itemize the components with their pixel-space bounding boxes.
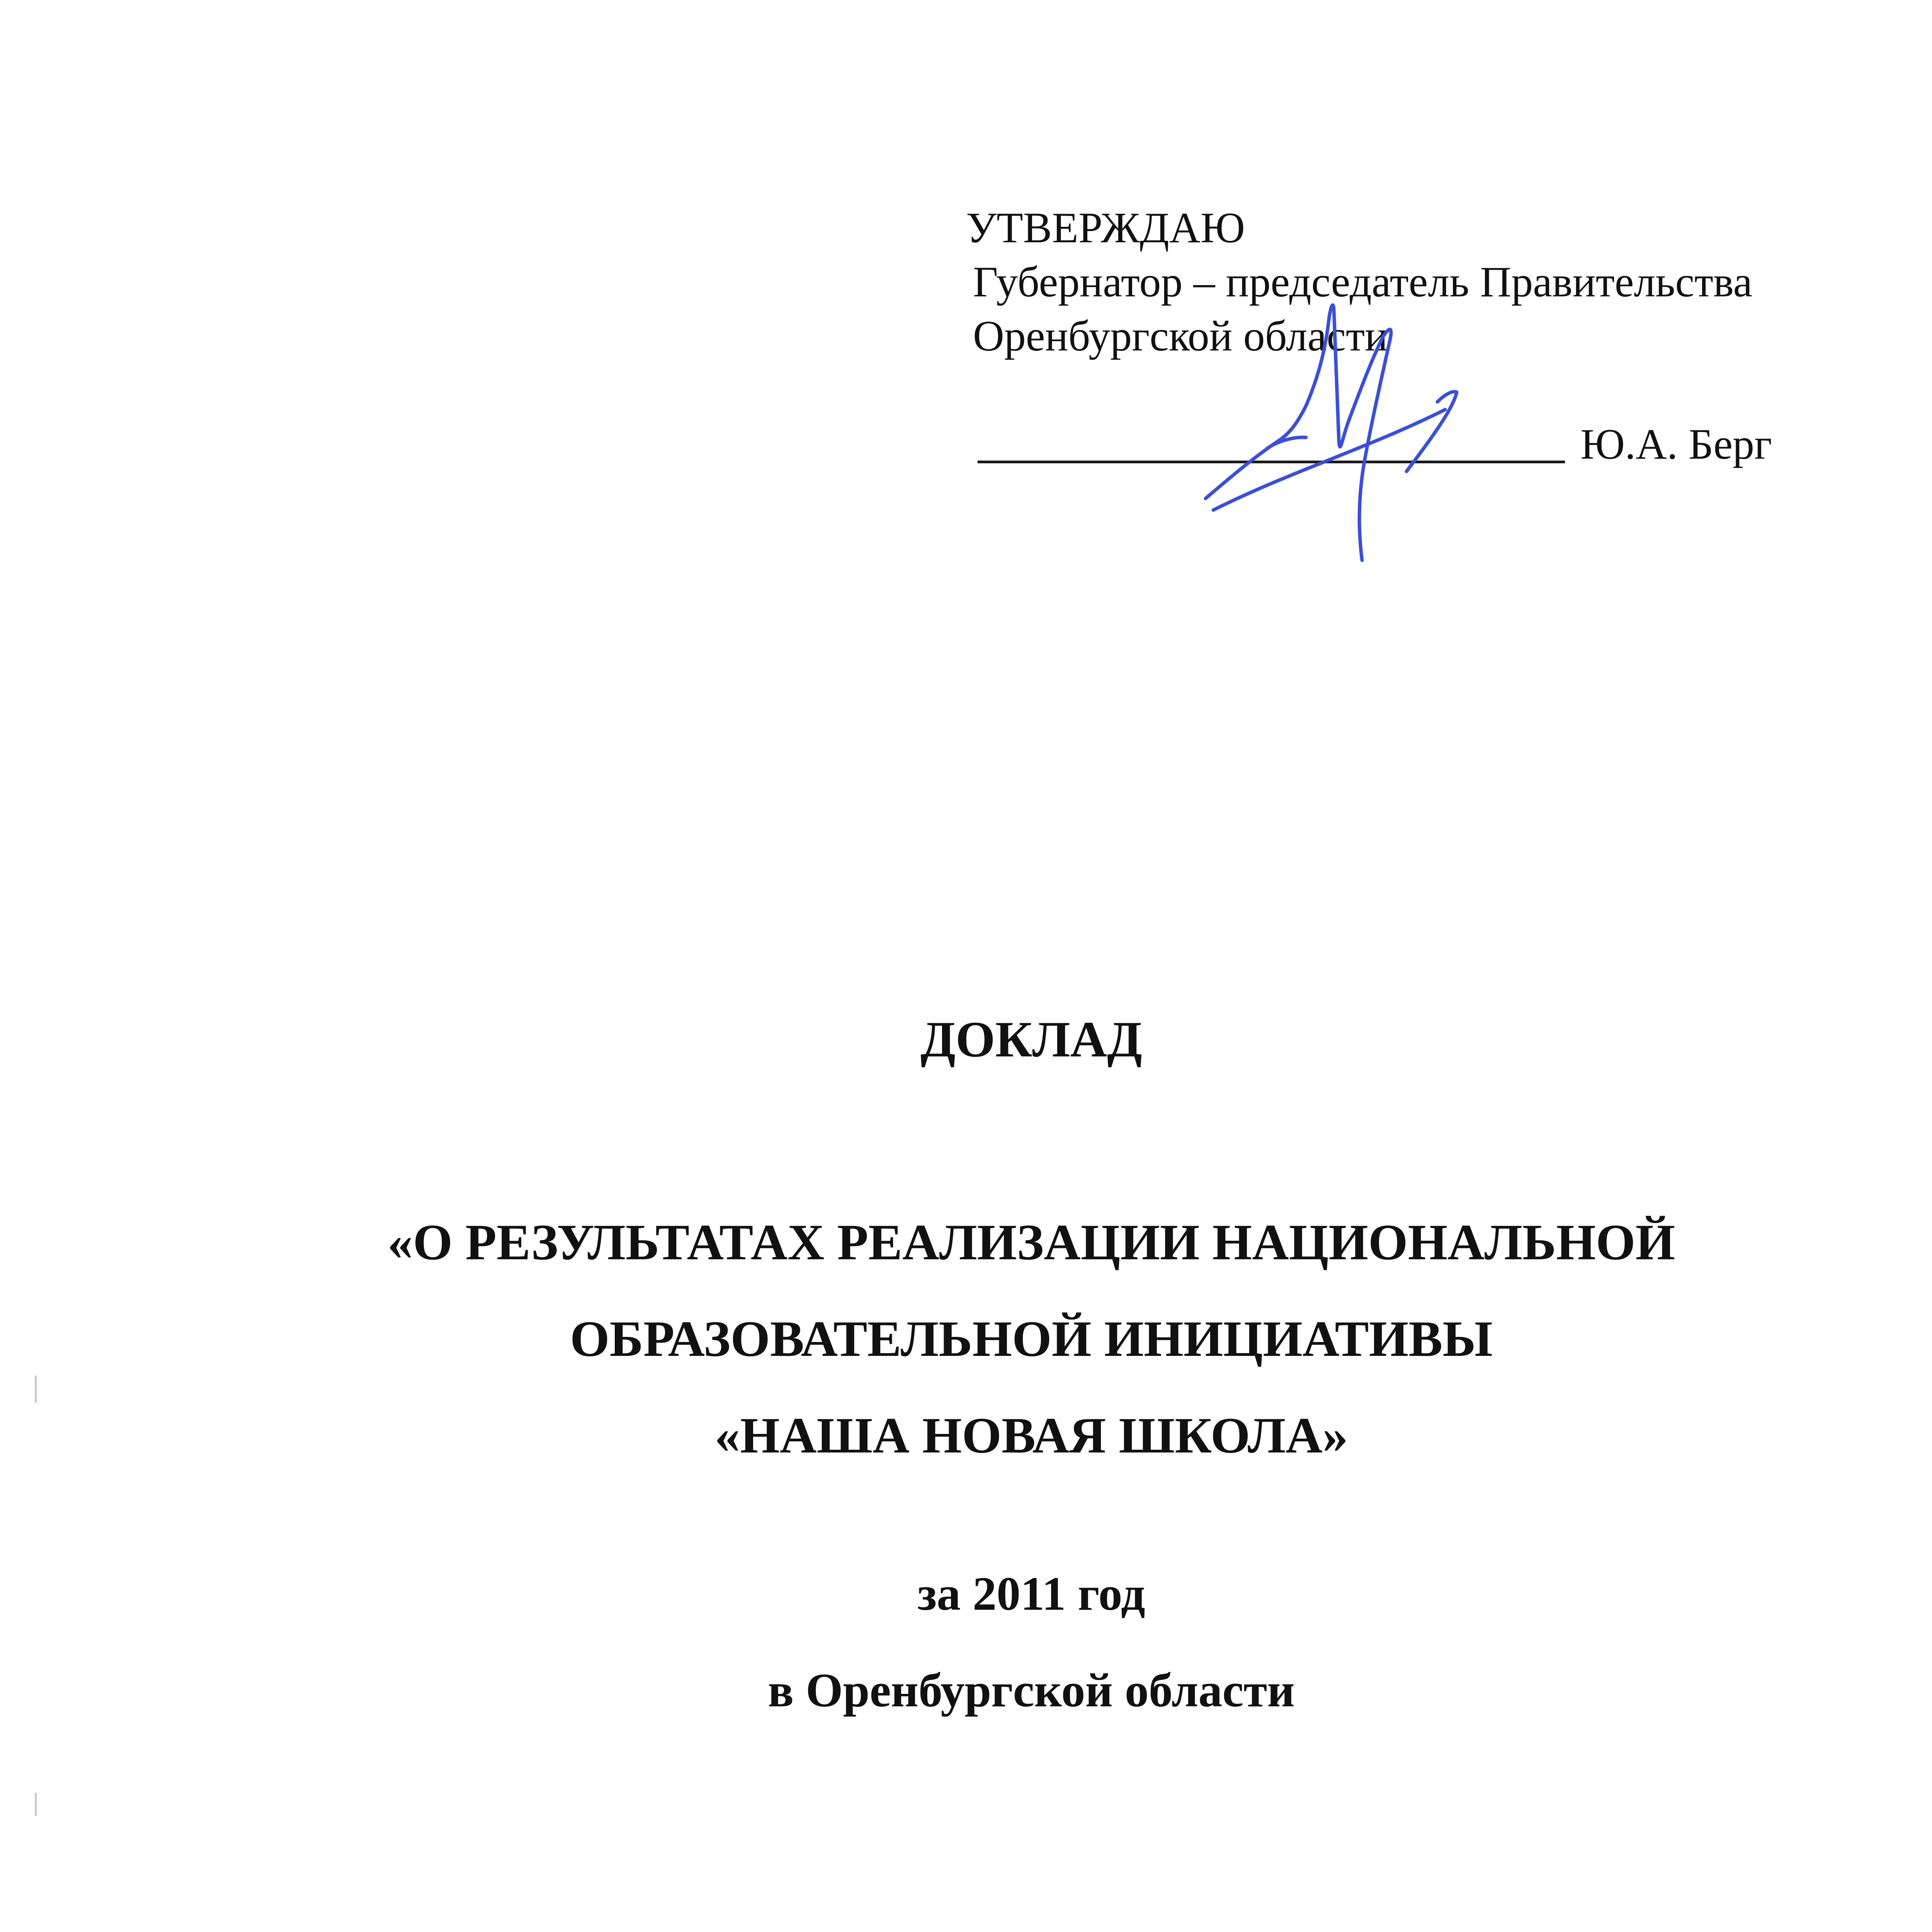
- approval-block: [966, 201, 1855, 363]
- signer-name: Ю.А. Берг: [1580, 420, 1772, 468]
- scan-edge-mark: [35, 1376, 37, 1403]
- document-title-line-2: ОБРАЗОВАТЕЛЬНОЙ ИНИЦИАТИВЫ: [570, 1310, 1493, 1367]
- report-region: в Оренбургской области: [768, 1664, 1295, 1717]
- approver-position-line-1: Губернатор – председатель Правительства: [973, 258, 1753, 306]
- signature-row: [978, 417, 1847, 471]
- approval-heading: УТВЕРЖДАЮ: [966, 204, 1245, 252]
- report-year: за 2011 год: [917, 1567, 1145, 1620]
- document-title-line-3: «НАША НОВАЯ ШКОЛА»: [714, 1407, 1348, 1464]
- report-period: [62, 1546, 1932, 1739]
- signature-line: [978, 461, 1565, 463]
- document-type: ДОКЛАД: [920, 1011, 1142, 1068]
- document-title-line-1: «О РЕЗУЛЬТАТАХ РЕАЛИЗАЦИИ НАЦИОНАЛЬНОЙ: [387, 1214, 1675, 1270]
- scan-edge-mark: [35, 1793, 37, 1816]
- document-title: [62, 1194, 1932, 1484]
- approver-position-line-2: Оренбургской области: [973, 312, 1388, 360]
